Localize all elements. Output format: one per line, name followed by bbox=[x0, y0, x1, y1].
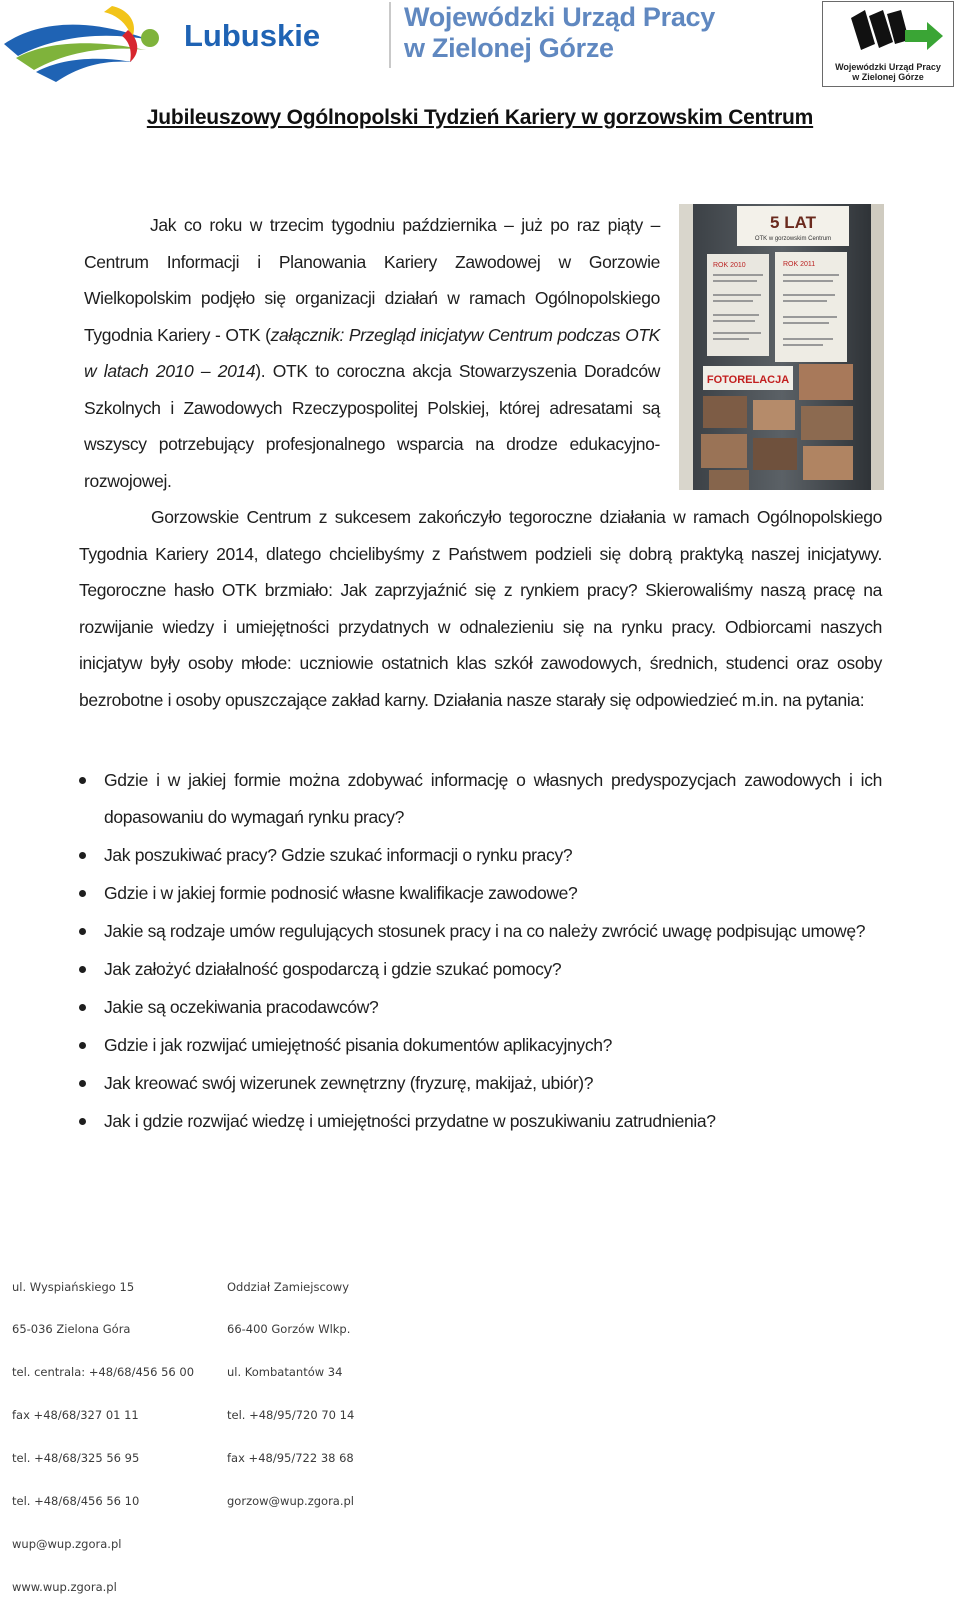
page-header bbox=[0, 0, 960, 95]
poster-label-2011: ROK 2011 bbox=[783, 261, 816, 268]
wup-logo-caption-line1: Wojewódzki Urząd Pracy bbox=[835, 62, 941, 72]
list-item: Jak założyć działalność gospodarczą i gdzie szukać pomocy? bbox=[79, 951, 882, 988]
otk-poster-photo bbox=[679, 204, 884, 490]
footer-line: tel. +48/95/720 70 14 bbox=[227, 1408, 355, 1423]
footer-email-link[interactable]: wup@wup.zgora.pl bbox=[12, 1536, 122, 1551]
footer-line: tel. +48/68/456 56 10 bbox=[12, 1494, 140, 1509]
footer-line: tel. centrala: +48/68/456 56 00 bbox=[12, 1365, 195, 1380]
footer-email-link[interactable]: gorzow@wup.zgora.pl bbox=[227, 1494, 354, 1509]
list-item: Jak poszukiwać pracy? Gdzie szukać informacji o rynku pracy? bbox=[79, 837, 882, 874]
poster-label-fotorelacja: FOTORELACJA bbox=[706, 374, 790, 386]
footer-address-branch bbox=[227, 1251, 354, 1523]
list-item: Jakie są oczekiwania pracodawców? bbox=[79, 989, 882, 1026]
footer-line: fax +48/95/722 38 68 bbox=[227, 1451, 354, 1466]
wup-logo-caption-line2: w Zielonej Górze bbox=[852, 72, 924, 82]
footer-website-link[interactable]: www.wup.zgora.pl bbox=[12, 1579, 117, 1594]
footer-line: 66-400 Gorzów Wlkp. bbox=[227, 1322, 351, 1337]
intro-paragraph bbox=[84, 207, 660, 499]
wup-title-line2: w Zielonej Górze bbox=[404, 33, 614, 63]
lubuskie-emblem-icon bbox=[4, 6, 159, 82]
footer-line: ul. Kombatantów 34 bbox=[227, 1365, 343, 1380]
wup-title bbox=[404, 2, 715, 64]
list-item: Gdzie i w jakiej formie można zdobywać informację o własnych predyspozycjach zawodowych i ich dopasowaniu do wymagań rynku pracy? bbox=[79, 762, 882, 835]
footer-line: Oddział Zamiejscowy bbox=[227, 1279, 350, 1294]
footer-line: ul. Wyspiańskiego 15 bbox=[12, 1279, 135, 1294]
footer-line: fax +48/68/327 01 11 bbox=[12, 1408, 139, 1423]
intro-attachment-reference: załącznik: Przegląd inicjatyw Centrum podczas OTK w latach 2010 – 2014 bbox=[84, 324, 661, 381]
intro-text bbox=[84, 207, 660, 499]
wup-emblem-icon bbox=[823, 4, 953, 64]
poster-subtitle: OTK w gorzowskim Centrum bbox=[754, 236, 832, 242]
wup-title-line1: Wojewódzki Urząd Pracy bbox=[404, 2, 715, 32]
footer-line: 65-036 Zielona Góra bbox=[12, 1322, 131, 1337]
list-item: Jak kreować swój wizerunek zewnętrzny (fryzurę, makijaż, ubiór)? bbox=[79, 1065, 882, 1102]
wup-logo bbox=[822, 1, 954, 87]
list-item: Gdzie i jak rozwijać umiejętność pisania dokumentów aplikacyjnych? bbox=[79, 1027, 882, 1064]
questions-list bbox=[79, 762, 882, 1141]
lubuskie-logo-text: Lubuskie bbox=[184, 18, 321, 53]
footer-line: tel. +48/68/325 56 95 bbox=[12, 1451, 140, 1466]
intro-text-part2: ). OTK to coroczna akcja Stowarzyszenia Doradców Szkolnych i Zawodowych Rzeczypospolitej Polskiej, której adresatami są wszyscy potrzebujący profesjonalnego wsparcia na drodze edukacyjno-rozwojowej. bbox=[84, 361, 660, 491]
list-item: Gdzie i w jakiej formie podnosić własne kwalifikacje zawodowe? bbox=[79, 875, 882, 912]
list-item: Jak i gdzie rozwijać wiedzę i umiejętności przydatne w poszukiwaniu zatrudnienia? bbox=[79, 1103, 882, 1140]
wup-logo-caption bbox=[823, 62, 953, 82]
list-item: Jakie są rodzaje umów regulujących stosunek pracy i na co należy zwrócić uwagę podpisując umowę? bbox=[79, 913, 882, 950]
intro-text-part1: Jak co roku w trzecim tygodniu października – już po raz piąty – Centrum Informacji i Planowania Kariery Zawodowej w Gorzowie Wielkopolskim podjęło się organizacji działań w ramach Ogólnopolskiego Tygodnia Kariery - OTK ( bbox=[84, 215, 660, 345]
main-paragraph: Gorzowskie Centrum z sukcesem zakończyło tegoroczne działania w ramach Ogólnopolskiego Tygodnia Kariery 2014, dlatego chcielibyśmy z Państwem podzieli się dobrą praktyką naszej inicjatywy. Tegoroczne hasło OTK brzmiało: Jak zaprzyjaźnić się z rynkiem pracy? Skierowaliśmy naszą pracę na rozwijanie wiedzy i umiejętności przydatnych w odnalezieniu się na rynku pracy. Odbiorcami naszych inicjatyw były osoby młode: uczniowie ostatnich klas szkół zawodowych, średnich, studenci oraz osoby bezrobotne i osoby opuszczające zakład karny. Działania nasze starały się odpowiedzieć m.in. na pytania: bbox=[79, 507, 882, 710]
document-title: Jubileuszowy Ogólnopolski Tydzień Kariery w gorzowskim Centrum bbox=[146, 106, 814, 129]
header-divider bbox=[389, 2, 391, 68]
footer-address-main bbox=[12, 1251, 194, 1608]
lubuskie-logo bbox=[0, 0, 330, 90]
poster-title: 5 LAT bbox=[770, 213, 816, 232]
poster-label-2010: ROK 2010 bbox=[713, 262, 746, 269]
